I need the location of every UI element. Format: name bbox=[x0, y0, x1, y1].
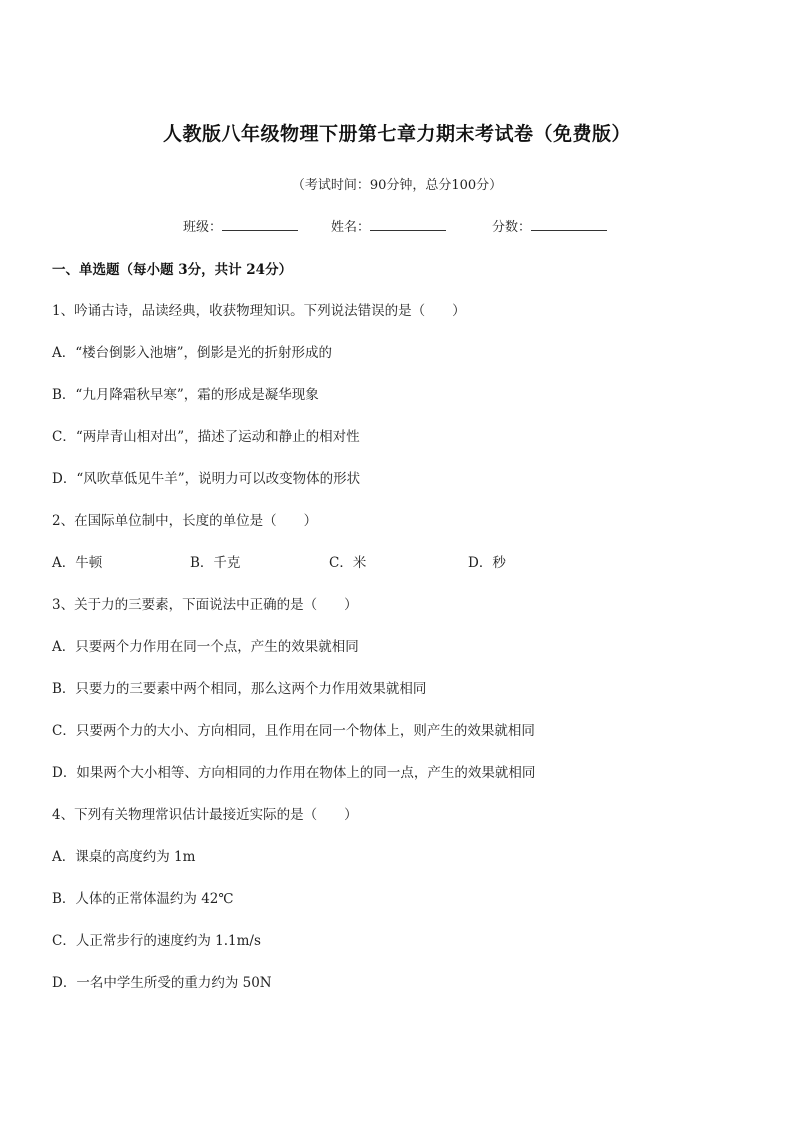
name-label: 姓名： bbox=[331, 220, 371, 235]
option-line: A．“楼台倒影入池塘”，倒影是光的折射形成的 bbox=[52, 345, 333, 361]
option-line: C．人正常步行的速度约为 1.1m/s bbox=[52, 933, 261, 949]
option-line: A．只要两个力作用在同一个点，产生的效果就相同 bbox=[52, 639, 359, 655]
name-field[interactable] bbox=[331, 216, 446, 235]
question-stem: 2、在国际单位制中，长度的单位是（ ） bbox=[52, 513, 318, 529]
option-inline: C．米 bbox=[329, 555, 367, 571]
exam-subtitle: （考试时间：90分钟，总分100分） bbox=[291, 178, 503, 193]
exam-title: 人教版八年级物理下册第七章力期末考试卷（免费版） bbox=[162, 123, 631, 145]
name-blank[interactable] bbox=[370, 217, 446, 231]
question-stem: 4、下列有关物理常识估计最接近实际的是（ ） bbox=[52, 807, 358, 823]
score-label: 分数： bbox=[492, 220, 532, 235]
option-inline: A．牛顿 bbox=[52, 555, 103, 571]
class-label: 班级： bbox=[183, 220, 223, 235]
option-line: B．“九月降霜秋早寒”，霜的形成是凝华现象 bbox=[52, 387, 319, 403]
option-line: D．如果两个大小相等、方向相同的力作用在物体上的同一点，产生的效果就相同 bbox=[52, 765, 536, 781]
question-stem: 1、吟诵古诗，品读经典，收获物理知识。下列说法错误的是（ ） bbox=[52, 303, 466, 319]
class-field[interactable] bbox=[183, 216, 298, 235]
option-inline: B．千克 bbox=[190, 555, 241, 571]
score-field[interactable] bbox=[492, 216, 607, 235]
option-line: B．只要力的三要素中两个相同，那么这两个力作用效果就相同 bbox=[52, 681, 427, 697]
class-blank[interactable] bbox=[222, 217, 298, 231]
score-blank[interactable] bbox=[531, 217, 607, 231]
option-line: A．课桌的高度约为 1m bbox=[52, 849, 196, 865]
option-line: D．一名中学生所受的重力约为 50N bbox=[52, 975, 272, 991]
question-stem: 3、关于力的三要素，下面说法中正确的是（ ） bbox=[52, 597, 358, 613]
option-line: C．只要两个力的大小、方向相同，且作用在同一个物体上，则产生的效果就相同 bbox=[52, 723, 535, 739]
option-line: D．“风吹草低见牛羊”，说明力可以改变物体的形状 bbox=[52, 471, 361, 487]
option-line: C．“两岸青山相对出”，描述了运动和静止的相对性 bbox=[52, 429, 360, 445]
section-heading: 一、单选题（每小题 3分，共计 24分） bbox=[52, 262, 293, 278]
option-line: B．人体的正常体温约为 42℃ bbox=[52, 891, 234, 907]
option-inline: D．秒 bbox=[468, 555, 506, 571]
